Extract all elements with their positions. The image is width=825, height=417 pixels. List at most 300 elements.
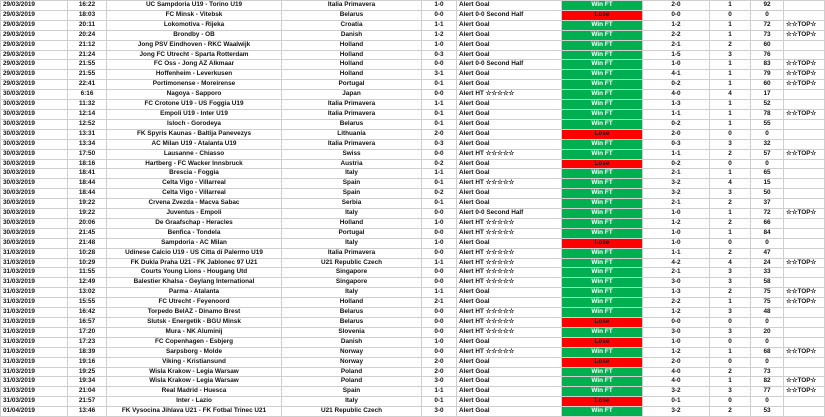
- date-cell: 30/03/2019: [1, 90, 68, 100]
- match-cell: Benfica - Tondela: [107, 228, 282, 238]
- league-cell: Portugal: [282, 228, 422, 238]
- count-cell: 0: [710, 337, 751, 347]
- league-cell: Italy: [282, 288, 422, 298]
- table-row: [1, 238, 825, 248]
- date-cell: 30/03/2019: [1, 169, 68, 179]
- minute-cell: 37: [751, 199, 784, 209]
- ht-score-cell: 1-1: [422, 100, 457, 110]
- minute-cell: 53: [751, 407, 784, 417]
- time-cell: 13:31: [68, 129, 107, 139]
- alert-cell: Alert Goal: [457, 357, 562, 367]
- league-cell: Singapore: [282, 268, 422, 278]
- ft-score-cell: 4-0: [643, 377, 710, 387]
- table-row: [1, 278, 825, 288]
- alert-cell: Alert Goal: [457, 169, 562, 179]
- date-cell: 30/03/2019: [1, 100, 68, 110]
- date-cell: 29/03/2019: [1, 20, 68, 30]
- table-row: [1, 119, 825, 129]
- time-cell: 21:45: [68, 228, 107, 238]
- minute-cell: 15: [751, 179, 784, 189]
- match-cell: De Graafschap - Heracles: [107, 218, 282, 228]
- time-cell: 17:23: [68, 337, 107, 347]
- league-cell: Italia Primavera: [282, 248, 422, 258]
- result-cell: Win FT: [562, 80, 643, 90]
- match-cell: Crvena Zvezda - Macva Sabac: [107, 199, 282, 209]
- match-cell: Hoffenheim - Leverkusen: [107, 70, 282, 80]
- league-cell: Italia Primavera: [282, 109, 422, 119]
- count-cell: 1: [710, 377, 751, 387]
- top-badge-cell: [784, 218, 825, 228]
- match-cell: FK Vysocina Jihlava U21 - FK Fotbal Trinec U21: [107, 407, 282, 417]
- alert-cell: Alert Goal: [457, 367, 562, 377]
- table-row: [1, 387, 825, 397]
- ft-score-cell: 1-2: [643, 20, 710, 30]
- ht-score-cell: 3-0: [422, 377, 457, 387]
- league-cell: Italia Primavera: [282, 139, 422, 149]
- time-cell: 10:29: [68, 258, 107, 268]
- top-badge-cell: [784, 139, 825, 149]
- result-cell: Win FT: [562, 100, 643, 110]
- minute-cell: 0: [751, 397, 784, 407]
- alert-cell: Alert Goal: [457, 129, 562, 139]
- table-row: [1, 30, 825, 40]
- count-cell: 2: [710, 218, 751, 228]
- ft-score-cell: 1-1: [643, 149, 710, 159]
- match-cell: Courts Young Lions - Hougang Utd: [107, 268, 282, 278]
- league-cell: Italy: [282, 169, 422, 179]
- match-cell: Viking - Kristiansund: [107, 357, 282, 367]
- result-cell: Win FT: [562, 258, 643, 268]
- count-cell: 1: [710, 30, 751, 40]
- count-cell: 1: [710, 70, 751, 80]
- minute-cell: 60: [751, 80, 784, 90]
- minute-cell: 92: [751, 1, 784, 11]
- minute-cell: 79: [751, 70, 784, 80]
- time-cell: 18:41: [68, 169, 107, 179]
- ht-score-cell: 0-0: [422, 278, 457, 288]
- date-cell: 30/03/2019: [1, 149, 68, 159]
- minute-cell: 20: [751, 327, 784, 337]
- alert-cell: Alert Goal: [457, 40, 562, 50]
- time-cell: 12:52: [68, 119, 107, 129]
- result-cell: Win FT: [562, 70, 643, 80]
- league-cell: Danish: [282, 337, 422, 347]
- result-cell: Lose: [562, 10, 643, 20]
- ft-score-cell: 1-2: [643, 308, 710, 318]
- top-badge-cell: ☆☆TOP☆: [784, 258, 825, 268]
- result-cell: Lose: [562, 318, 643, 328]
- time-cell: 11:55: [68, 268, 107, 278]
- result-cell: Lose: [562, 337, 643, 347]
- alert-cell: Alert Goal: [457, 139, 562, 149]
- minute-cell: 50: [751, 189, 784, 199]
- match-cell: Slutsk - Energetik - BGU Minsk: [107, 318, 282, 328]
- table-row: [1, 20, 825, 30]
- date-cell: 31/03/2019: [1, 367, 68, 377]
- ft-score-cell: 1-0: [643, 209, 710, 219]
- match-cell: Balestier Khalsa - Geylang International: [107, 278, 282, 288]
- ht-score-cell: 0-0: [422, 90, 457, 100]
- ht-score-cell: 0-0: [422, 228, 457, 238]
- alert-cell: Alert HT ☆☆☆☆☆: [457, 258, 562, 268]
- top-badge-cell: [784, 228, 825, 238]
- ft-score-cell: 3-2: [643, 189, 710, 199]
- top-badge-cell: [784, 327, 825, 337]
- minute-cell: 73: [751, 367, 784, 377]
- ft-score-cell: 0-3: [643, 139, 710, 149]
- match-cell: Jong FC Utrecht - Sparta Rotterdam: [107, 50, 282, 60]
- alert-cell: Alert HT ☆☆☆☆☆: [457, 308, 562, 318]
- table-row: [1, 189, 825, 199]
- minute-cell: 75: [751, 298, 784, 308]
- date-cell: 30/03/2019: [1, 228, 68, 238]
- top-badge-cell: [784, 397, 825, 407]
- match-cell: FC Oss - Jong AZ Alkmaar: [107, 60, 282, 70]
- minute-cell: 17: [751, 90, 784, 100]
- top-badge-cell: [784, 1, 825, 11]
- count-cell: 1: [710, 80, 751, 90]
- minute-cell: 0: [751, 10, 784, 20]
- ft-score-cell: 2-1: [643, 268, 710, 278]
- ft-score-cell: 3-0: [643, 327, 710, 337]
- alert-cell: Alert 0-0 Second Half: [457, 209, 562, 219]
- table-row: [1, 298, 825, 308]
- alert-cell: Alert Goal: [457, 189, 562, 199]
- league-cell: Italy: [282, 238, 422, 248]
- league-cell: Italy: [282, 209, 422, 219]
- time-cell: 19:22: [68, 199, 107, 209]
- ft-score-cell: 4-0: [643, 90, 710, 100]
- time-cell: 18:44: [68, 179, 107, 189]
- date-cell: 31/03/2019: [1, 357, 68, 367]
- ft-score-cell: 2-1: [643, 169, 710, 179]
- count-cell: 2: [710, 149, 751, 159]
- minute-cell: 48: [751, 308, 784, 318]
- count-cell: 3: [710, 50, 751, 60]
- result-cell: Win FT: [562, 60, 643, 70]
- ht-score-cell: 0-1: [422, 109, 457, 119]
- table-row: [1, 318, 825, 328]
- match-cell: Isloch - Gorodeya: [107, 119, 282, 129]
- top-badge-cell: [784, 367, 825, 377]
- time-cell: 12:14: [68, 109, 107, 119]
- time-cell: 22:41: [68, 80, 107, 90]
- ht-score-cell: 2-0: [422, 357, 457, 367]
- result-cell: Win FT: [562, 367, 643, 377]
- minute-cell: 57: [751, 149, 784, 159]
- date-cell: 31/03/2019: [1, 248, 68, 258]
- result-cell: Win FT: [562, 248, 643, 258]
- league-cell: Danish: [282, 30, 422, 40]
- alert-cell: Alert Goal: [457, 397, 562, 407]
- table-row: [1, 169, 825, 179]
- ht-score-cell: 0-1: [422, 80, 457, 90]
- time-cell: 6:16: [68, 90, 107, 100]
- league-cell: Norway: [282, 357, 422, 367]
- ft-score-cell: 2-0: [643, 1, 710, 11]
- ht-score-cell: 2-0: [422, 129, 457, 139]
- ft-score-cell: 0-2: [643, 119, 710, 129]
- league-cell: Holland: [282, 50, 422, 60]
- date-cell: 30/03/2019: [1, 119, 68, 129]
- table-row: [1, 337, 825, 347]
- table-row: [1, 397, 825, 407]
- league-cell: Serbia: [282, 199, 422, 209]
- ft-score-cell: 0-2: [643, 159, 710, 169]
- match-cell: Lokomotiva - Rijeka: [107, 20, 282, 30]
- ft-score-cell: 3-0: [643, 278, 710, 288]
- ft-score-cell: 4-1: [643, 70, 710, 80]
- table-row: [1, 129, 825, 139]
- top-badge-cell: [784, 129, 825, 139]
- match-cell: Brescia - Foggia: [107, 169, 282, 179]
- result-cell: Win FT: [562, 228, 643, 238]
- ft-score-cell: 4-0: [643, 367, 710, 377]
- match-cell: Wisla Krakow - Legia Warsaw: [107, 367, 282, 377]
- result-cell: Win FT: [562, 109, 643, 119]
- table-row: [1, 248, 825, 258]
- match-cell: Sarpsborg - Molde: [107, 347, 282, 357]
- count-cell: 0: [710, 318, 751, 328]
- top-badge-cell: [784, 159, 825, 169]
- result-cell: Win FT: [562, 298, 643, 308]
- time-cell: 13:46: [68, 407, 107, 417]
- count-cell: 4: [710, 258, 751, 268]
- result-cell: Win FT: [562, 347, 643, 357]
- result-cell: Win FT: [562, 278, 643, 288]
- match-cell: FC Copenhagen - Esbjerg: [107, 337, 282, 347]
- count-cell: 2: [710, 40, 751, 50]
- top-badge-cell: [784, 40, 825, 50]
- minute-cell: 33: [751, 268, 784, 278]
- alert-cell: Alert Goal: [457, 70, 562, 80]
- result-cell: Lose: [562, 159, 643, 169]
- date-cell: 31/03/2019: [1, 278, 68, 288]
- top-badge-cell: ☆☆TOP☆: [784, 30, 825, 40]
- ft-score-cell: 2-1: [643, 199, 710, 209]
- count-cell: 3: [710, 189, 751, 199]
- ht-score-cell: 1-1: [422, 288, 457, 298]
- league-cell: Holland: [282, 298, 422, 308]
- match-cell: Wisla Krakow - Legia Warsaw: [107, 377, 282, 387]
- match-cell: Mura - NK Aluminij: [107, 327, 282, 337]
- result-cell: Win FT: [562, 90, 643, 100]
- top-badge-cell: [784, 169, 825, 179]
- top-badge-cell: [784, 357, 825, 367]
- table-row: [1, 90, 825, 100]
- count-cell: 2: [710, 367, 751, 377]
- date-cell: 29/03/2019: [1, 1, 68, 11]
- league-cell: Italia Primavera: [282, 1, 422, 11]
- time-cell: 19:22: [68, 209, 107, 219]
- minute-cell: 0: [751, 159, 784, 169]
- minute-cell: 68: [751, 347, 784, 357]
- time-cell: 21:12: [68, 40, 107, 50]
- date-cell: 30/03/2019: [1, 199, 68, 209]
- league-cell: Belarus: [282, 318, 422, 328]
- ft-score-cell: 2-2: [643, 298, 710, 308]
- ft-score-cell: 2-0: [643, 357, 710, 367]
- match-cell: Jong PSV Eindhoven - RKC Waalwijk: [107, 40, 282, 50]
- result-cell: Win FT: [562, 30, 643, 40]
- table-row: [1, 308, 825, 318]
- match-cell: Inter - Lazio: [107, 397, 282, 407]
- alert-cell: Alert Goal: [457, 337, 562, 347]
- ht-score-cell: 0-0: [422, 308, 457, 318]
- top-badge-cell: ☆☆TOP☆: [784, 209, 825, 219]
- alert-cell: Alert HT ☆☆☆☆☆: [457, 179, 562, 189]
- time-cell: 20:06: [68, 218, 107, 228]
- date-cell: 30/03/2019: [1, 129, 68, 139]
- table-body: [1, 1, 825, 417]
- match-cell: UC Sampdoria U19 - Torino U19: [107, 1, 282, 11]
- time-cell: 13:02: [68, 288, 107, 298]
- ht-score-cell: 0-1: [422, 397, 457, 407]
- minute-cell: 60: [751, 40, 784, 50]
- result-cell: Win FT: [562, 377, 643, 387]
- table-row: [1, 327, 825, 337]
- ht-score-cell: 0-3: [422, 139, 457, 149]
- ft-score-cell: 0-0: [643, 318, 710, 328]
- date-cell: 29/03/2019: [1, 80, 68, 90]
- top-badge-cell: ☆☆TOP☆: [784, 70, 825, 80]
- table-row: [1, 149, 825, 159]
- match-cell: FK Dukla Praha U21 - FK Jablonec 97 U21: [107, 258, 282, 268]
- match-cell: FC Minsk - Vitebsk: [107, 10, 282, 20]
- top-badge-cell: ☆☆TOP☆: [784, 288, 825, 298]
- top-badge-cell: ☆☆TOP☆: [784, 60, 825, 70]
- ft-score-cell: 4-2: [643, 258, 710, 268]
- date-cell: 31/03/2019: [1, 268, 68, 278]
- table-row: [1, 218, 825, 228]
- alert-cell: Alert HT ☆☆☆☆☆: [457, 327, 562, 337]
- match-cell: Celta Vigo - Villarreal: [107, 179, 282, 189]
- minute-cell: 47: [751, 248, 784, 258]
- minute-cell: 83: [751, 60, 784, 70]
- minute-cell: 82: [751, 377, 784, 387]
- match-cell: Torpedo BelAZ - Dinamo Brest: [107, 308, 282, 318]
- time-cell: 18:39: [68, 347, 107, 357]
- alert-cell: Alert Goal: [457, 159, 562, 169]
- match-cell: Hartberg - FC Wacker Innsbruck: [107, 159, 282, 169]
- result-cell: Win FT: [562, 288, 643, 298]
- minute-cell: 76: [751, 50, 784, 60]
- time-cell: 18:44: [68, 189, 107, 199]
- top-badge-cell: [784, 119, 825, 129]
- count-cell: 4: [710, 179, 751, 189]
- ht-score-cell: 0-0: [422, 209, 457, 219]
- table-row: [1, 377, 825, 387]
- match-cell: Empoli U19 - Inter U19: [107, 109, 282, 119]
- count-cell: 3: [710, 327, 751, 337]
- alert-cell: Alert HT ☆☆☆☆☆: [457, 278, 562, 288]
- league-cell: U21 Republic Czech: [282, 407, 422, 417]
- count-cell: 1: [710, 347, 751, 357]
- result-cell: Win FT: [562, 149, 643, 159]
- table-row: [1, 228, 825, 238]
- date-cell: 30/03/2019: [1, 179, 68, 189]
- count-cell: 2: [710, 288, 751, 298]
- date-cell: 01/04/2019: [1, 407, 68, 417]
- minute-cell: 0: [751, 337, 784, 347]
- result-cell: Win FT: [562, 189, 643, 199]
- league-cell: Italia Primavera: [282, 100, 422, 110]
- time-cell: 10:28: [68, 248, 107, 258]
- time-cell: 21:57: [68, 397, 107, 407]
- minute-cell: 0: [751, 357, 784, 367]
- alert-cell: Alert HT ☆☆☆☆☆: [457, 218, 562, 228]
- league-cell: Belarus: [282, 119, 422, 129]
- alert-cell: Alert Goal: [457, 199, 562, 209]
- date-cell: 29/03/2019: [1, 10, 68, 20]
- alert-cell: Alert Goal: [457, 298, 562, 308]
- ht-score-cell: 0-0: [422, 149, 457, 159]
- result-cell: Lose: [562, 129, 643, 139]
- top-badge-cell: ☆☆TOP☆: [784, 80, 825, 90]
- alert-cell: Alert Goal: [457, 109, 562, 119]
- time-cell: 21:24: [68, 50, 107, 60]
- result-cell: Win FT: [562, 268, 643, 278]
- count-cell: 0: [710, 357, 751, 367]
- league-cell: Holland: [282, 60, 422, 70]
- time-cell: 20:11: [68, 20, 107, 30]
- alert-cell: Alert HT ☆☆☆☆☆: [457, 228, 562, 238]
- ft-score-cell: 3-2: [643, 179, 710, 189]
- count-cell: 1: [710, 20, 751, 30]
- ft-score-cell: 1-1: [643, 248, 710, 258]
- time-cell: 21:04: [68, 387, 107, 397]
- league-cell: Poland: [282, 367, 422, 377]
- league-cell: Holland: [282, 70, 422, 80]
- minute-cell: 78: [751, 109, 784, 119]
- table-row: [1, 70, 825, 80]
- alert-cell: Alert Goal: [457, 30, 562, 40]
- top-badge-cell: ☆☆TOP☆: [784, 109, 825, 119]
- date-cell: 30/03/2019: [1, 139, 68, 149]
- top-badge-cell: [784, 90, 825, 100]
- match-cell: Juventus - Empoli: [107, 209, 282, 219]
- count-cell: 4: [710, 90, 751, 100]
- count-cell: 1: [710, 169, 751, 179]
- alert-cell: Alert HT ☆☆☆☆☆: [457, 318, 562, 328]
- match-cell: Udinese Calcio U19 - US Citta di Palermo U19: [107, 248, 282, 258]
- table-row: [1, 367, 825, 377]
- match-cell: AC Milan U19 - Atalanta U19: [107, 139, 282, 149]
- league-cell: Holland: [282, 40, 422, 50]
- count-cell: 0: [710, 159, 751, 169]
- time-cell: 15:55: [68, 298, 107, 308]
- match-cell: Parma - Atalanta: [107, 288, 282, 298]
- match-cell: FC Utrecht - Feyenoord: [107, 298, 282, 308]
- minute-cell: 73: [751, 30, 784, 40]
- ft-score-cell: 3-2: [643, 407, 710, 417]
- result-cell: Win FT: [562, 40, 643, 50]
- result-cell: Win FT: [562, 387, 643, 397]
- ft-score-cell: 1-2: [643, 347, 710, 357]
- ht-score-cell: 2-1: [422, 298, 457, 308]
- count-cell: 0: [710, 238, 751, 248]
- date-cell: 31/03/2019: [1, 347, 68, 357]
- minute-cell: 58: [751, 278, 784, 288]
- top-badge-cell: [784, 318, 825, 328]
- minute-cell: 77: [751, 387, 784, 397]
- league-cell: Lithuania: [282, 129, 422, 139]
- ht-score-cell: 1-0: [422, 337, 457, 347]
- ht-score-cell: 3-1: [422, 70, 457, 80]
- ft-score-cell: 1-0: [643, 228, 710, 238]
- ht-score-cell: 0-0: [422, 60, 457, 70]
- count-cell: 1: [710, 228, 751, 238]
